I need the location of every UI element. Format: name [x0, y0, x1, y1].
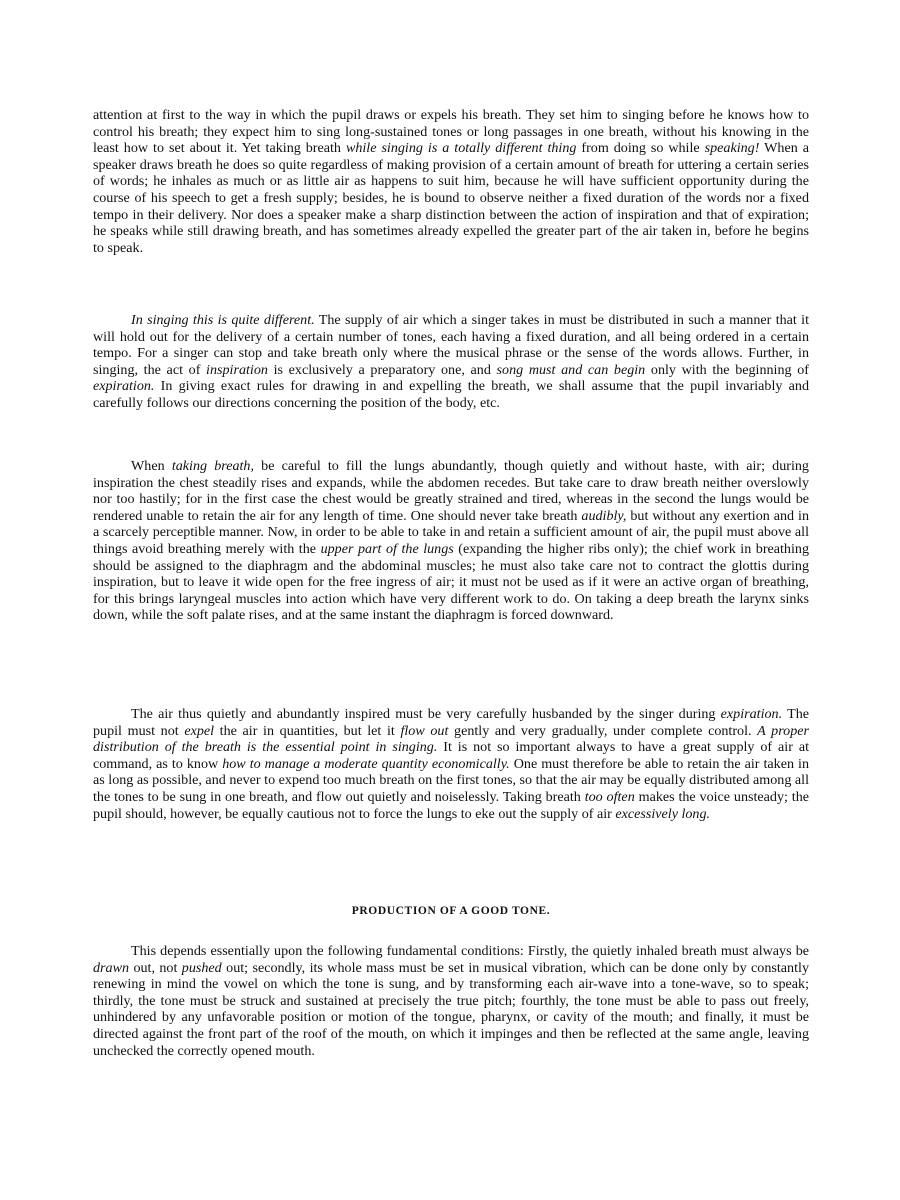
italic-run: excessively long. — [615, 805, 711, 822]
text-run: but without any exertion and in a scarcely perceptible manner. Now, in order to be able to take in and retain a sufficient amount of air, the pupil must above all things avoid breathing merely with the — [93, 507, 809, 557]
text-run: out, not — [129, 959, 182, 976]
text-run: makes the voice unsteady; the pupil should, however, be equally cautious not to force the lungs to eke out the supply of air — [93, 788, 810, 822]
text-run: (expanding the higher ribs only); the chief work in breathing should be assigned to the diaphragm and the abdominal muscles; he must also take care not to contract the glottis during inspiration, but to leave it wide open for the free ingress of air; it must not be used as if it were an active organ of breathing, for this brings laryngeal muscles into action which have very different work to do. On taking a deep breath the larynx sinks down, while the soft palate rises, and at the same instant the diaphragm is forced downward. — [93, 540, 809, 624]
italic-run: expel — [184, 722, 215, 739]
paragraph-expiration — [93, 706, 809, 822]
italic-run: too often — [584, 788, 635, 805]
text-run: is exclusively a preparatory one, and — [267, 361, 497, 378]
text-run: It is not so important always to have a great supply of air at command, as to know — [93, 739, 809, 772]
italic-run: how to manage a moderate quantity economically. — [222, 755, 510, 772]
italic-run: drawn — [93, 959, 130, 976]
text-run: be careful to fill the lungs abundantly, though quietly and without haste, with air; during inspiration the chest steadily rises and expands, while the abdomen recedes. But take care to draw breath neither overslowly nor too hastily; for in the first case the chest would be greatly strained and tired, whereas in the second the lungs would be rendered unable to retain the air for any length of time. One should never take breath — [93, 458, 809, 524]
italic-run: expiration. — [720, 706, 783, 722]
section-heading: PRODUCTION OF A GOOD TONE. — [351, 905, 551, 917]
italic-run: taking breath, — [171, 458, 254, 474]
paragraph-singing-different — [93, 312, 809, 412]
italic-run: pushed — [181, 959, 222, 976]
italic-run: In singing this is quite different. — [131, 312, 315, 328]
italic-run: A proper distribution of the breath is the essential point in singing. — [93, 722, 810, 756]
paragraph-taking-breath — [93, 458, 809, 624]
text-run: When a speaker draws breath he does so quite regardless of making provision of a certain amount of breath for uttering a certain series of words; he inhales as much or as little air as happens to suit him, because he will have sufficient opportunity during the course of his speech to get a fresh supply; besides, he is bound to observe neither a fixed duration of the words nor a fixed tempo in their delivery. Nor does a speaker make a sharp distinction between the action of inspiration and that of expiration; he speaks while still drawing breath, and has sometimes already expelled the greater part of the air taken in, before he begins to speak. — [93, 140, 810, 256]
text-run: from doing so while — [576, 140, 705, 157]
text-run: The supply of air which a singer takes in must be distributed in such a manner that it will hold out for the delivery of a certain number of tones, each having a fixed duration, and all being ordered in a certain tempo. For a singer can stop and take breath only where the musical phrase or the sense of the words allows. Further, in singing, the act of — [93, 312, 809, 378]
text-run: This depends essentially upon the following fundamental conditions: Firstly, the quietly inhaled breath must always be — [131, 943, 809, 959]
text-run: the air in quantities, but let it — [214, 722, 401, 739]
italic-run: song must and can begin — [496, 361, 646, 378]
text-run: out; secondly, its whole mass must be set in musical vibration, which can be done only by constantly renewing in mind the vowel on which the tone is sung, and by transforming each air-wave into a tone-wave, so to speak; thirdly, the tone must be struck and sustained at precisely the true pitch; fourthly, the tone must be able to pass out freely, unhindered by any unfavorable position or motion of the tongue, pharynx, or cavity of the mouth; and finally, it must be directed against the front part of the roof of the mouth, on which it impinges and then be reflected at the same angle, leaving unchecked the correctly opened mouth. — [93, 959, 809, 1059]
text-run: only with the beginning of — [645, 361, 809, 378]
italic-run: audibly, — [581, 507, 627, 524]
italic-run: flow out — [400, 722, 449, 739]
text-run: The pupil must not — [93, 706, 809, 739]
text-run: The air thus quietly and abundantly inspired must be very carefully husbanded by the singer during — [131, 706, 721, 722]
italic-run: while singing is a totally different thing — [345, 140, 577, 157]
paragraph-good-tone — [93, 943, 809, 1059]
text-run: gently and very gradually, under complete control. — [448, 722, 758, 739]
italic-run: expiration. — [93, 378, 155, 395]
text-run: One must therefore be able to retain the air taken in as long as possible, and never to expend too much breath on the first tones, so that the air may be equally distributed among all the tones to be sung in one breath, and flow out quietly and noiselessly. Taking breath — [93, 755, 809, 805]
italic-run: upper part of the lungs — [320, 540, 454, 557]
italic-run: speaking! — [704, 140, 760, 157]
text-run: In giving exact rules for drawing in and expelling the breath, we shall assume that the pupil invariably and carefully follows our directions concerning the position of the body, etc. — [93, 378, 809, 411]
paragraph-breath-speaking — [93, 107, 809, 256]
text-run: attention at first to the way in which the pupil draws or expels his breath. They set him to singing before he knows how to control his breath; they expect him to sing long-sustained tones or long passages in one breath, without his knowing in the least how to set about it. Yet taking breath — [93, 107, 809, 157]
text-run: When — [131, 458, 172, 474]
italic-run: inspiration — [206, 361, 268, 378]
